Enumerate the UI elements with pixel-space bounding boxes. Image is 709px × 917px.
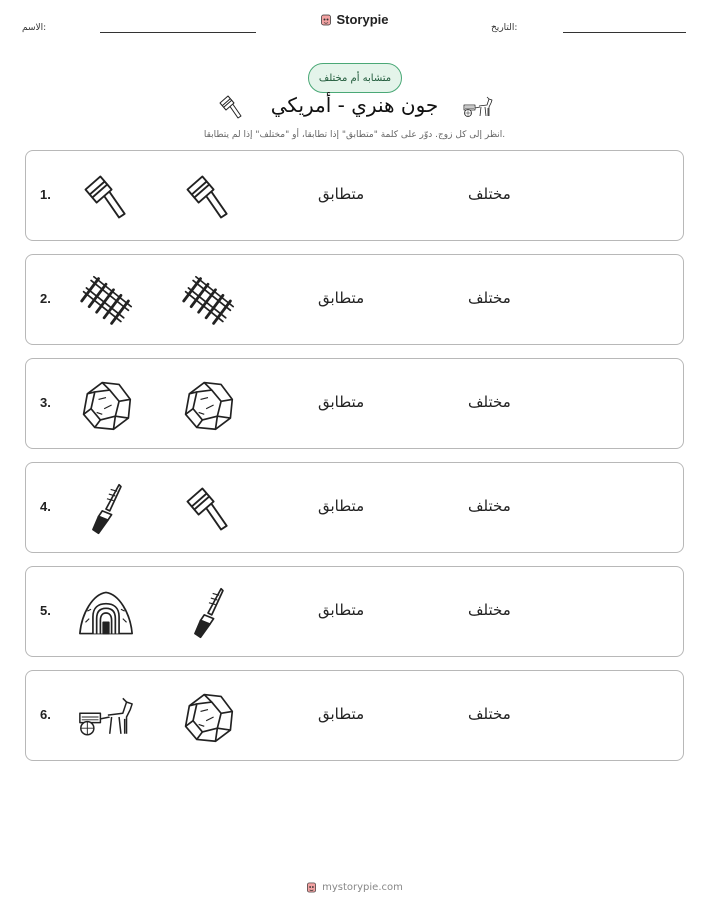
activity-type-badge: متشابه أم مختلف [308,63,402,93]
same-option[interactable]: متطابق [318,289,365,307]
brand-name: Storypie [336,12,389,27]
question-row-2 [25,254,684,345]
question-number: 6. [40,707,51,722]
question-number: 2. [40,291,51,306]
tunnel-icon [78,585,134,641]
question-row-3 [25,358,684,449]
hammer-icon [78,169,134,225]
name-label: الاسم: [22,23,47,33]
question-number: 4. [40,499,51,514]
hammer-icon [180,169,236,225]
railroad-track-icon [180,273,236,329]
storypie-logo-icon [306,881,317,894]
question-row-6 [25,670,684,761]
different-option[interactable]: مختلف [468,705,511,723]
rock-icon [180,377,236,433]
same-option[interactable]: متطابق [318,601,365,619]
brand-header [0,12,709,27]
different-option[interactable]: مختلف [468,497,511,515]
same-option[interactable]: متطابق [318,497,365,515]
horse-cart-icon [461,92,495,122]
footer [0,881,709,894]
date-line[interactable] [563,32,686,33]
instructions: انظر إلى كل زوج. دوّر على كلمة "متطابق" إذا تطابقا، أو "مختلف" إذا لم يتطابقا. [203,130,506,140]
drill-steel-icon [78,481,134,537]
different-option[interactable]: مختلف [468,393,511,411]
same-option[interactable]: متطابق [318,705,365,723]
question-row-4 [25,462,684,553]
page-title: جون هنري - أمريكي [270,93,439,117]
question-row-1 [25,150,684,241]
date-label: التاريخ: [491,23,518,33]
different-option[interactable]: مختلف [468,601,511,619]
storypie-logo-icon [320,13,332,27]
drill-steel-icon [180,585,236,641]
name-line[interactable] [100,32,256,33]
question-number: 3. [40,395,51,410]
different-option[interactable]: مختلف [468,185,511,203]
question-number: 1. [40,187,51,202]
rock-icon [180,689,236,745]
different-option[interactable]: مختلف [468,289,511,307]
question-row-5 [25,566,684,657]
horse-cart-icon [78,689,134,745]
same-option[interactable]: متطابق [318,185,365,203]
hammer-icon [180,481,236,537]
rock-icon [78,377,134,433]
railroad-track-icon [78,273,134,329]
footer-url: mystorypie.com [322,882,403,893]
question-number: 5. [40,603,51,618]
same-option[interactable]: متطابق [318,393,365,411]
